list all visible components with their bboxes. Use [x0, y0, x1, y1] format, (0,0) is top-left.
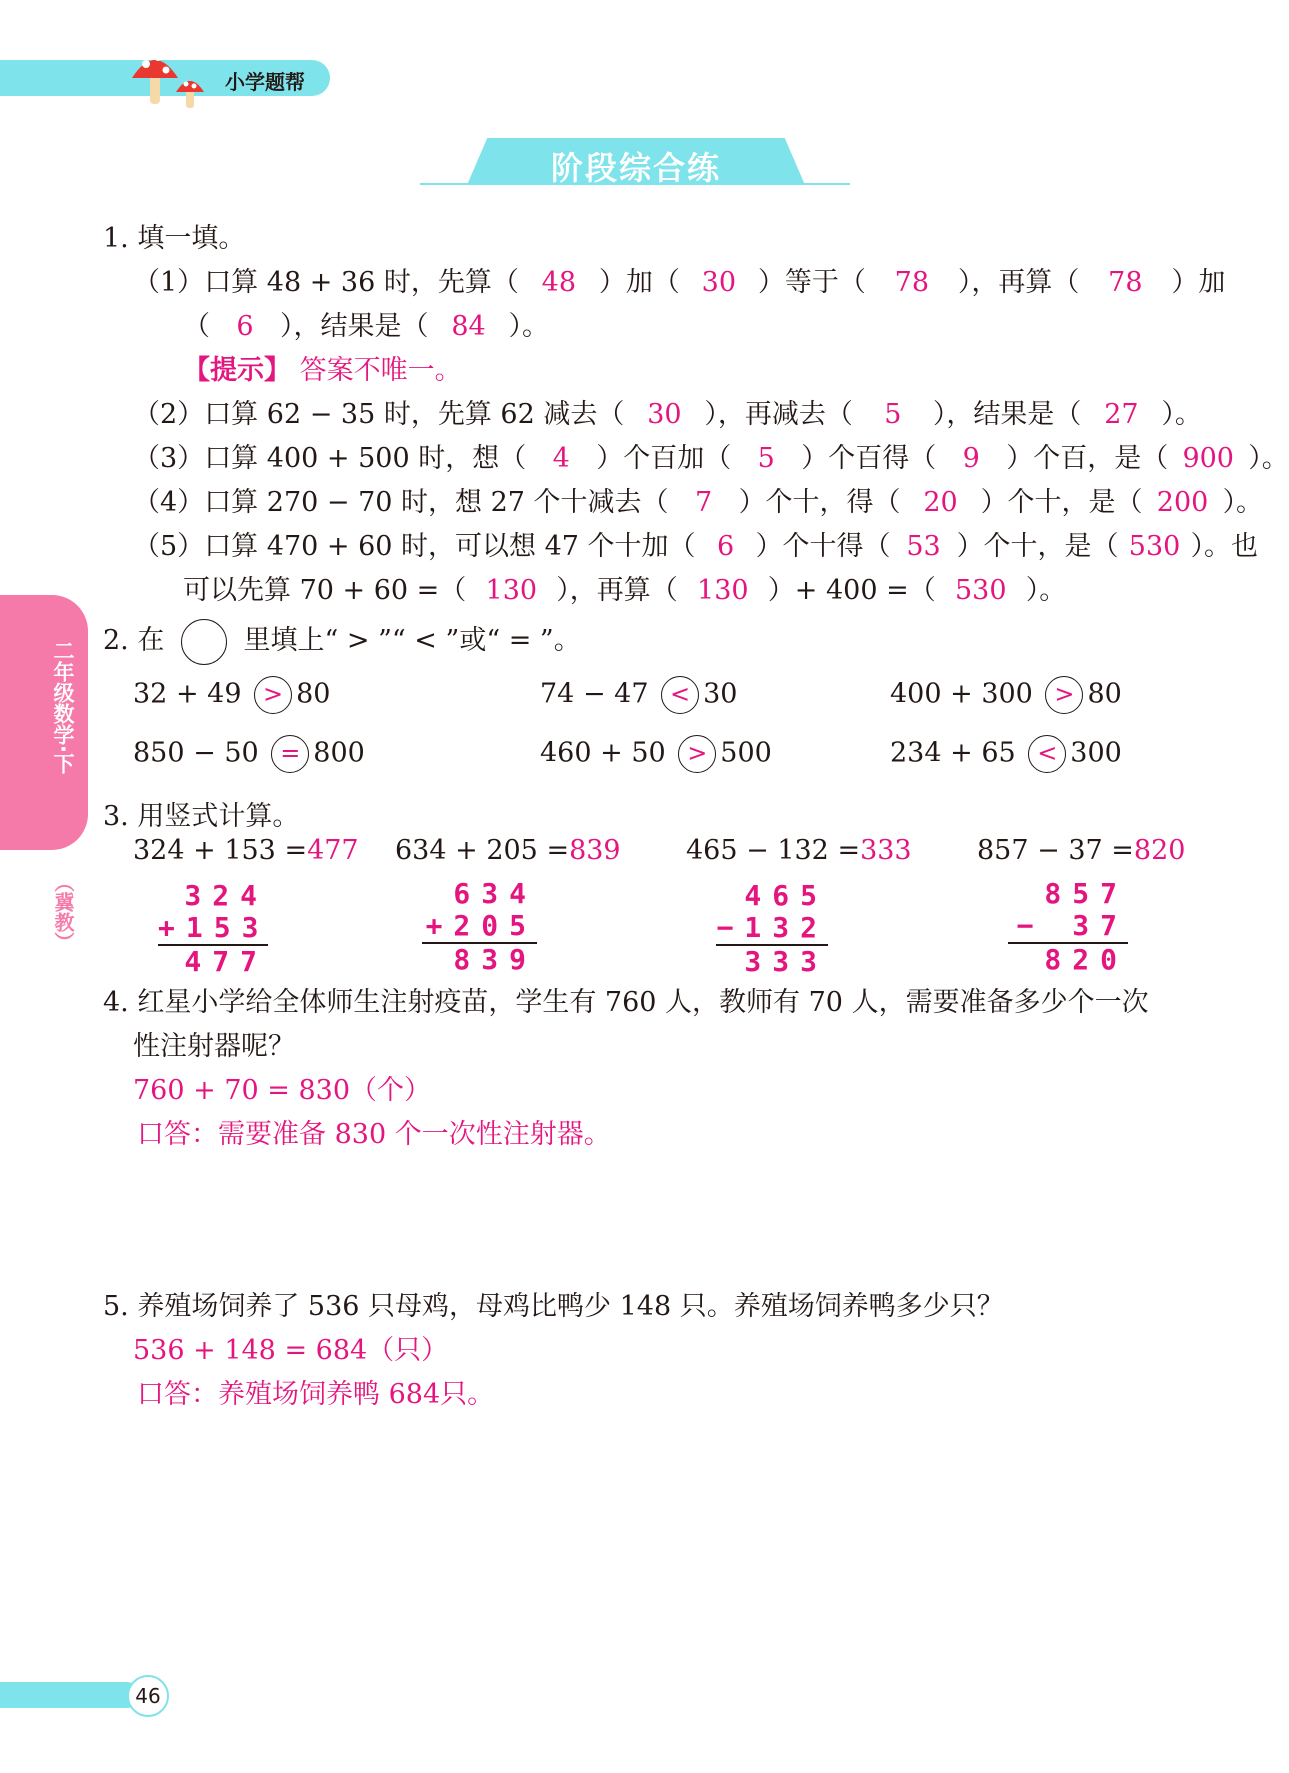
- q1-part5-line1: [133, 524, 1258, 563]
- q5-answer-calc: 536 + 148 = 684（只）: [133, 1335, 449, 1366]
- q2-item-6: [890, 735, 1122, 773]
- q1-p3-num: （3）: [133, 443, 205, 474]
- q2-heading-a: 2. 在: [103, 625, 165, 656]
- q1-p4-t4: ）。: [1222, 487, 1264, 518]
- brand-label: 小学题帮: [225, 70, 305, 94]
- q1-p2-t1: 口算 62 − 35 时，先算 62 减去（: [204, 399, 625, 430]
- side-tab-edition: （冀教）: [51, 872, 75, 952]
- q2-item-right: 500: [720, 737, 772, 769]
- q1-p5-a4: 130: [485, 575, 538, 606]
- q2-item-right: 80: [1087, 678, 1122, 710]
- q1-p4-num: （4）: [133, 487, 205, 518]
- vertical-row-top: 465: [744, 879, 828, 912]
- q1-p5-t1: 口算 470 + 60 时，可以想 47 个十加（: [204, 531, 696, 562]
- q1-p3-a1: 4: [552, 443, 570, 474]
- q1-p5-a5: 130: [697, 575, 749, 606]
- vertical-row-operand: +205: [422, 910, 537, 944]
- q4-answer-calc: 760 + 70 = 830（个）: [133, 1075, 432, 1106]
- q5-answer-text: 口答：养殖场饲养鸭 684只。: [137, 1379, 495, 1410]
- q5-line1: 5. 养殖场饲养了 536 只母鸡，母鸡比鸭少 148 只。养殖场饲养鸭多少只？: [103, 1291, 1004, 1322]
- q1-p3-t5: ）。: [1248, 443, 1289, 474]
- q1-part5-line2: [183, 568, 1066, 607]
- q2-item-left: 460 + 50: [540, 737, 666, 769]
- vertical-calc-4: [1008, 878, 1128, 976]
- q2-item-left: 400 + 300: [890, 678, 1033, 710]
- q1-p2-t4: ）。: [1161, 399, 1202, 430]
- vertical-row-top: 324: [184, 879, 268, 912]
- empty-circle-icon: [181, 619, 227, 665]
- q1-p2-t3: ），结果是（: [932, 399, 1082, 430]
- vertical-row-operand: −132: [716, 911, 828, 944]
- vertical-row-result: 839: [453, 943, 537, 976]
- q1-p1-a6: 84: [451, 311, 486, 342]
- compare-circle: >: [254, 676, 292, 714]
- hint-label: 【提示】: [183, 355, 291, 386]
- q1-p2-num: （2）: [133, 399, 205, 430]
- q3-expr-4: [977, 835, 1185, 866]
- q1-p4-a3: 200: [1156, 487, 1209, 518]
- q1-p5-t4: ）。也: [1190, 531, 1259, 562]
- q1-p2-a1: 30: [647, 399, 682, 430]
- q3-expr-2: [395, 835, 621, 866]
- mushroom-logo-icon: [128, 44, 218, 114]
- q3-expr-1: [133, 835, 359, 866]
- q1-p5-a3: 530: [1128, 531, 1181, 562]
- q4-line1: 4. 红星小学给全体师生注射疫苗，学生有 760 人，教师有 70 人，需要准备多少个一次: [103, 987, 1149, 1018]
- vertical-calc-1: [158, 880, 268, 978]
- q1-p5-a2: 53: [906, 531, 941, 562]
- q2-item-5: [540, 735, 772, 773]
- q1-part4: [133, 480, 1263, 519]
- footer-band: [0, 1682, 140, 1708]
- q2-item-1: [133, 676, 330, 714]
- hint-text: 答案不唯一。: [299, 355, 462, 386]
- q1-p3-t3: ）个百得（: [801, 443, 937, 474]
- vertical-row-operand: +153: [158, 911, 270, 944]
- q1-p3-a4: 900: [1182, 443, 1234, 474]
- q2-item-left: 234 + 65: [890, 737, 1016, 769]
- q3-expr-text: 324 + 153 =: [133, 835, 308, 866]
- q1-p5-t8: ）。: [1025, 575, 1067, 606]
- q1-part2: [133, 392, 1202, 431]
- q1-p5-t6: ），再算（: [556, 575, 678, 606]
- q1-p5-num: （5）: [133, 531, 205, 562]
- vertical-row-result: 477: [184, 945, 268, 978]
- q2-item-right: 30: [703, 678, 738, 710]
- compare-circle: >: [678, 735, 716, 773]
- vertical-row-result: 333: [744, 945, 828, 978]
- q2-item-2: [540, 676, 737, 714]
- q1-p3-t4: ）个百，是（: [1006, 443, 1169, 474]
- q1-p1-t4: ），再算（: [957, 267, 1080, 298]
- q3-expr-text: 634 + 205 =: [395, 835, 570, 866]
- compare-circle: <: [1028, 735, 1066, 773]
- q1-p4-a2: 20: [923, 487, 958, 518]
- q1-p1-a1: 48: [541, 267, 577, 298]
- vertical-calc-3: [716, 880, 828, 978]
- q1-p1-a4: 78: [1108, 267, 1143, 298]
- vertical-row-operand: − 37: [1008, 910, 1128, 944]
- q1-p5-a1: 6: [716, 531, 735, 562]
- q1-part1-line2: [183, 304, 549, 343]
- q2-item-right: 300: [1070, 737, 1122, 769]
- q1-hint: [183, 348, 462, 387]
- q3-expr-answer: 477: [307, 835, 359, 866]
- q1-p5-t5: 可以先算 70 + 60 =（: [183, 575, 467, 606]
- q1-p3-t1: 口算 400 + 500 时，想（: [204, 443, 527, 474]
- compare-circle: >: [1045, 676, 1083, 714]
- q1-p1-a5: 6: [236, 311, 254, 342]
- q1-p5-t2: ）个十得（: [755, 531, 891, 562]
- q2-item-4: [133, 735, 365, 773]
- q3-expr-answer: 820: [1133, 835, 1186, 866]
- q1-p4-t1: 口算 270 − 70 时，想 27 个十减去（: [204, 487, 669, 518]
- q2-item-left: 32 + 49: [133, 678, 242, 710]
- q2-heading-b: 里填上“ > ”“ < ”或“ = ”。: [243, 625, 581, 656]
- q1-p2-a2: 5: [884, 399, 902, 430]
- q1-p4-t2: ）个十，得（: [738, 487, 901, 518]
- q1-part3: [133, 436, 1289, 475]
- q2-item-right: 800: [313, 737, 365, 769]
- q3-expr-text: 465 − 132 =: [686, 835, 861, 866]
- q2-item-left: 74 − 47: [540, 678, 649, 710]
- q1-p5-a6: 530: [954, 575, 1007, 606]
- q1-p5-t7: ）+ 400 =（: [767, 575, 936, 606]
- q1-p2-a3: 27: [1104, 399, 1139, 430]
- q1-p4-t3: ）个十，是（: [980, 487, 1143, 518]
- page-number: 46: [127, 1675, 169, 1717]
- q1-p1-a3: 78: [894, 267, 930, 298]
- q1-p3-t2: ）个百加（: [596, 443, 732, 474]
- vertical-row-top: 857: [1044, 877, 1128, 910]
- vertical-row-result: 820: [1044, 943, 1128, 976]
- q1-p1-t7: ），结果是（: [280, 311, 429, 342]
- q3-expr-answer: 839: [569, 835, 621, 866]
- vertical-row-top: 634: [453, 877, 537, 910]
- q2-item-left: 850 − 50: [133, 737, 259, 769]
- q4-line2: 性注射器呢？: [133, 1031, 295, 1062]
- q1-heading: 1. 填一填。: [103, 223, 246, 254]
- q1-p3-a3: 9: [962, 443, 980, 474]
- q1-p1-t2: ）加（: [598, 267, 680, 298]
- q1-p1-t5: ）加: [1171, 267, 1226, 298]
- q2-heading: [103, 618, 581, 665]
- q1-p1-a2: 30: [701, 267, 737, 298]
- q1-p3-a2: 5: [757, 443, 775, 474]
- vertical-calc-2: [422, 878, 537, 976]
- side-tab-grade: 二年级数学·下: [51, 640, 75, 774]
- q3-expr-answer: 333: [860, 835, 912, 866]
- q3-expr-text: 857 − 37 =: [977, 835, 1134, 866]
- q1-p2-t2: ），再减去（: [704, 399, 853, 430]
- q1-p1-t8: ）。: [508, 311, 549, 342]
- q1-p1-num: （1）: [133, 267, 205, 298]
- q4-answer-text: 口答：需要准备 830 个一次性注射器。: [137, 1119, 611, 1150]
- q2-item-right: 80: [296, 678, 331, 710]
- section-title: 阶段综合练: [550, 149, 721, 187]
- q3-expr-3: [686, 835, 912, 866]
- q1-p5-t3: ）个十，是（: [956, 531, 1119, 562]
- q3-heading: 3. 用竖式计算。: [103, 801, 300, 832]
- q1-part1-line1: [133, 260, 1225, 299]
- q1-p4-a1: 7: [694, 487, 713, 518]
- q2-item-3: [890, 676, 1122, 714]
- q1-p1-t3: ）等于（: [757, 267, 866, 298]
- compare-circle: =: [271, 735, 309, 773]
- q1-p1-t6: （: [183, 311, 210, 342]
- compare-circle: <: [661, 676, 699, 714]
- q1-p1-t1: 口算 48 + 36 时，先算（: [204, 267, 519, 298]
